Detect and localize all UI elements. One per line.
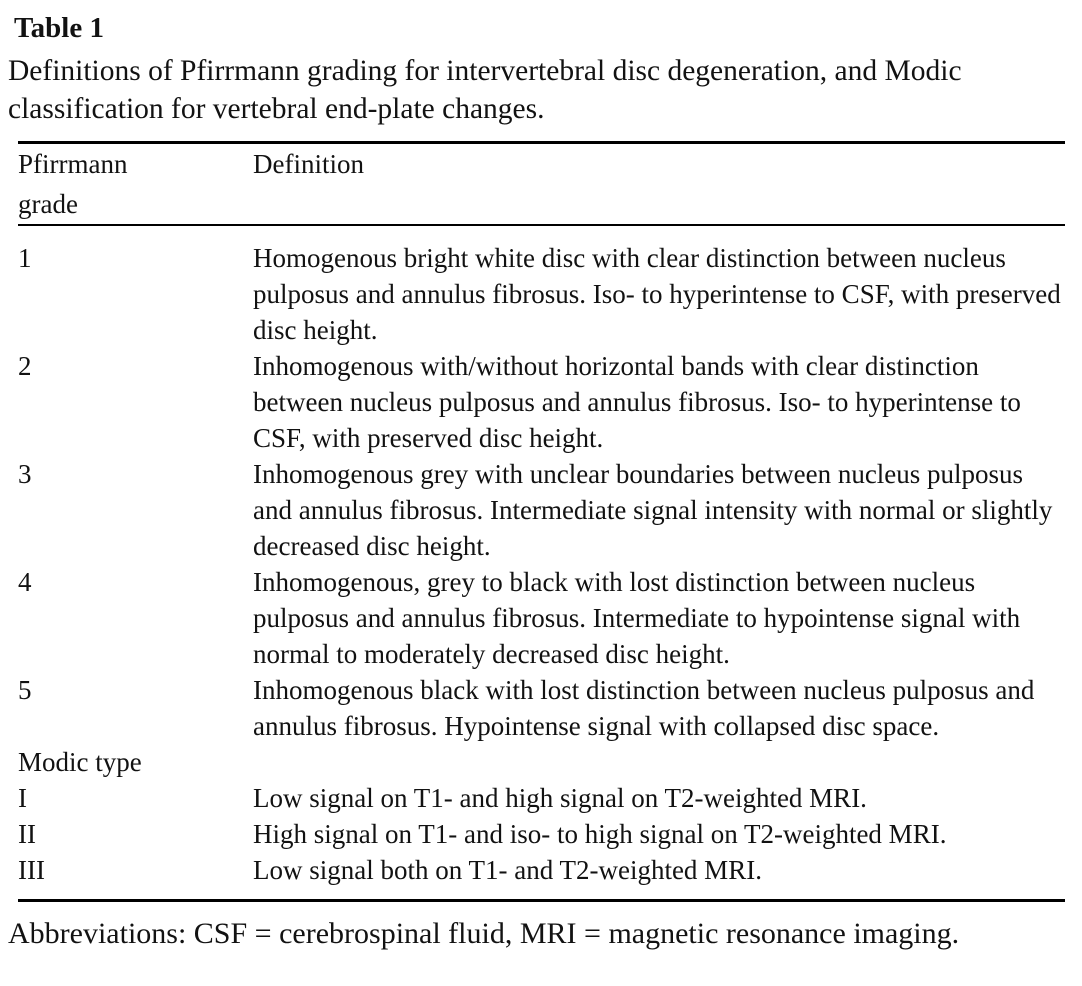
definition-cell: Homogenous bright white disc with clear distinction between nucleus pulposus and annulus fibrosus. Iso- to hyperintense to CSF, with preserved disc height. — [253, 243, 1061, 345]
table-body — [18, 225, 1065, 901]
definitions-table — [18, 141, 1065, 902]
definition-cell — [253, 744, 1065, 780]
column-header-pfirrmann-grade-label: Pfirrmann grade — [18, 149, 128, 219]
grade-cell: 1 — [18, 243, 32, 273]
column-header-definition-label: Definition — [253, 149, 364, 179]
definition-cell: Low signal both on T1- and T2-weighted MRI. — [253, 855, 762, 885]
table-caption: Definitions of Pfirrmann grading for intervertebral disc degeneration, and Modic classification for vertebral end-plate changes. — [8, 55, 962, 125]
table-row — [18, 744, 1065, 780]
grade-cell: II — [18, 819, 36, 849]
table-row — [18, 225, 1065, 348]
table-row — [18, 780, 1065, 816]
definition-cell: Low signal on T1- and high signal on T2-weighted MRI. — [253, 783, 867, 813]
column-header-pfirrmann-grade — [18, 143, 253, 226]
grade-cell: III — [18, 855, 45, 885]
header-row — [18, 143, 1065, 226]
table-row — [18, 564, 1065, 672]
table-row — [18, 672, 1065, 744]
grade-cell: 5 — [18, 675, 32, 705]
table-footnote: Abbreviations: CSF = cerebrospinal fluid, MRI = magnetic resonance imaging. — [8, 917, 960, 950]
definition-cell: Inhomogenous black with lost distinction between nucleus pulposus and annulus fibrosus. Hypointense signal with collapsed disc space. — [253, 675, 1035, 741]
definition-cell: Inhomogenous grey with unclear boundaries between nucleus pulposus and annulus fibrosus. Intermediate signal intensity with normal or slightly decreased disc height. — [253, 459, 1053, 561]
definition-cell: High signal on T1- and iso- to high signal on T2-weighted MRI. — [253, 819, 947, 849]
grade-cell: Modic type — [18, 747, 142, 777]
column-header-definition — [253, 143, 1065, 226]
grade-cell: 4 — [18, 567, 32, 597]
definition-cell: Inhomogenous with/without horizontal bands with clear distinction between nucleus pulposus and annulus fibrosus. Iso- to hyperintense to CSF, with preserved disc height. — [253, 351, 1021, 453]
table-header — [18, 143, 1065, 226]
table-label: Table 1 — [14, 12, 104, 44]
grade-cell: 2 — [18, 351, 32, 381]
grade-cell: 3 — [18, 459, 32, 489]
table-row — [18, 816, 1065, 852]
table-row — [18, 456, 1065, 564]
table-row — [18, 852, 1065, 901]
grade-cell: I — [18, 783, 27, 813]
table-row — [18, 348, 1065, 456]
definition-cell: Inhomogenous, grey to black with lost distinction between nucleus pulposus and annulus fibrosus. Intermediate to hypointense signal with normal to moderately decreased disc height. — [253, 567, 1021, 669]
